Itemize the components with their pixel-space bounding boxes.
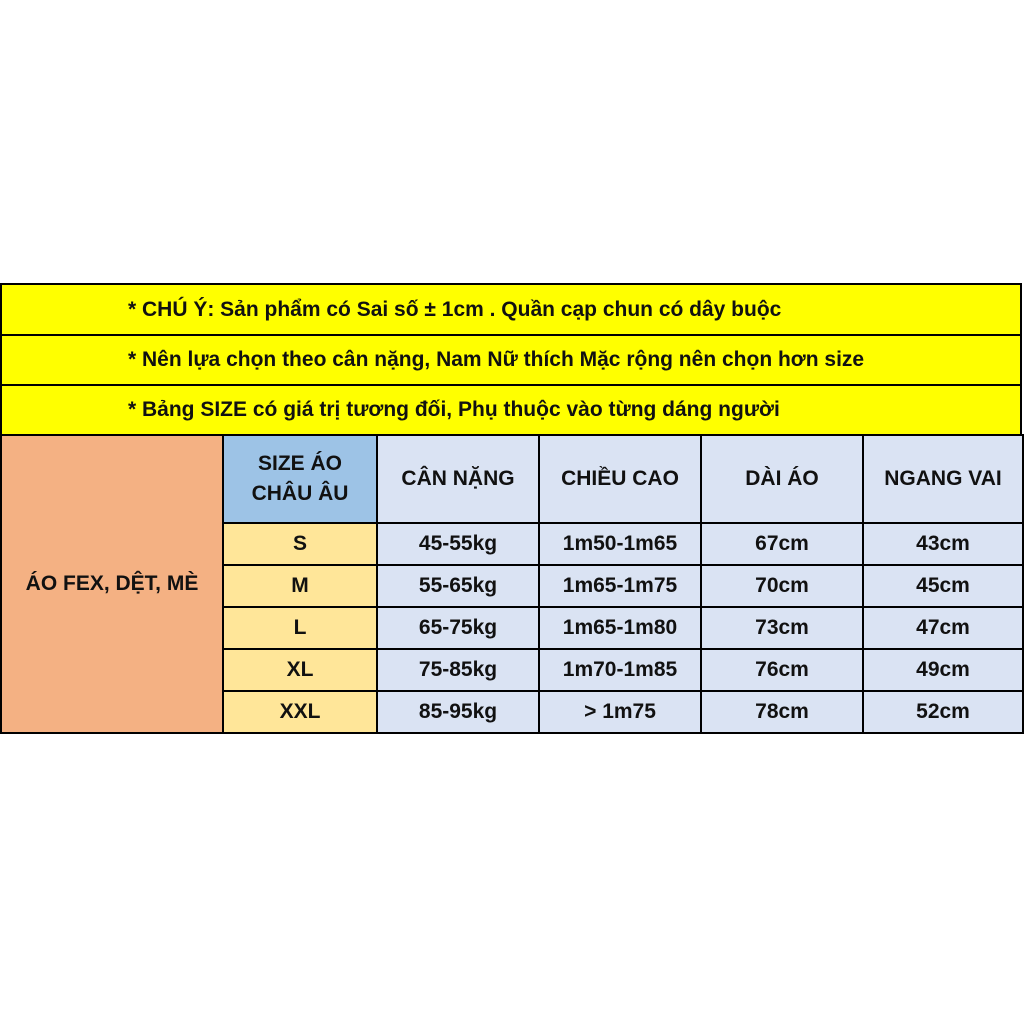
size-cell: M [223,565,377,607]
shoulder-cell: 49cm [863,649,1023,691]
table-header-row [1,435,1023,523]
size-header-line: SIZE ÁO [257,451,342,475]
note-text: * CHÚ Ý: Sản phẩm có Sai số ± 1cm . Quần cạp chun có dây buộc [128,297,782,321]
length-column-header: DÀI ÁO [701,435,863,523]
size-cell: XL [223,649,377,691]
height-column-header: CHIỀU CAO [539,435,701,523]
weight-cell: 65-75kg [377,607,539,649]
height-cell: 1m65-1m75 [539,565,701,607]
height-cell: 1m70-1m85 [539,649,701,691]
note-text: * Bảng SIZE có giá trị tương đối, Phụ thuộc vào từng dáng người [128,398,780,421]
shoulder-cell: 47cm [863,607,1023,649]
size-column-header [223,435,377,523]
weight-cell: 75-85kg [377,649,539,691]
size-cell: XXL [223,691,377,733]
shoulder-cell: 43cm [863,523,1023,565]
note-choose-by-weight [0,334,1022,384]
length-cell: 73cm [701,607,863,649]
shoulder-cell: 45cm [863,565,1023,607]
product-category: ÁO FEX, DỆT, MÈ [1,435,223,733]
size-cell: S [223,523,377,565]
size-cell: L [223,607,377,649]
weight-cell: 55-65kg [377,565,539,607]
shoulder-column-header: NGANG VAI [863,435,1023,523]
height-cell: > 1m75 [539,691,701,733]
weight-column-header: CÂN NẶNG [377,435,539,523]
shoulder-cell: 52cm [863,691,1023,733]
length-cell: 70cm [701,565,863,607]
size-chart [0,283,1024,734]
size-header-line: CHÂU ÂU [251,482,349,505]
note-text: * Nên lựa chọn theo cân nặng, Nam Nữ thích Mặc rộng nên chọn hơn size [128,348,865,371]
note-accuracy [0,283,1022,334]
weight-cell: 45-55kg [377,523,539,565]
note-relative-values [0,384,1022,434]
size-table [0,434,1024,734]
length-cell: 78cm [701,691,863,733]
height-cell: 1m50-1m65 [539,523,701,565]
length-cell: 67cm [701,523,863,565]
length-cell: 76cm [701,649,863,691]
weight-cell: 85-95kg [377,691,539,733]
height-cell: 1m65-1m80 [539,607,701,649]
